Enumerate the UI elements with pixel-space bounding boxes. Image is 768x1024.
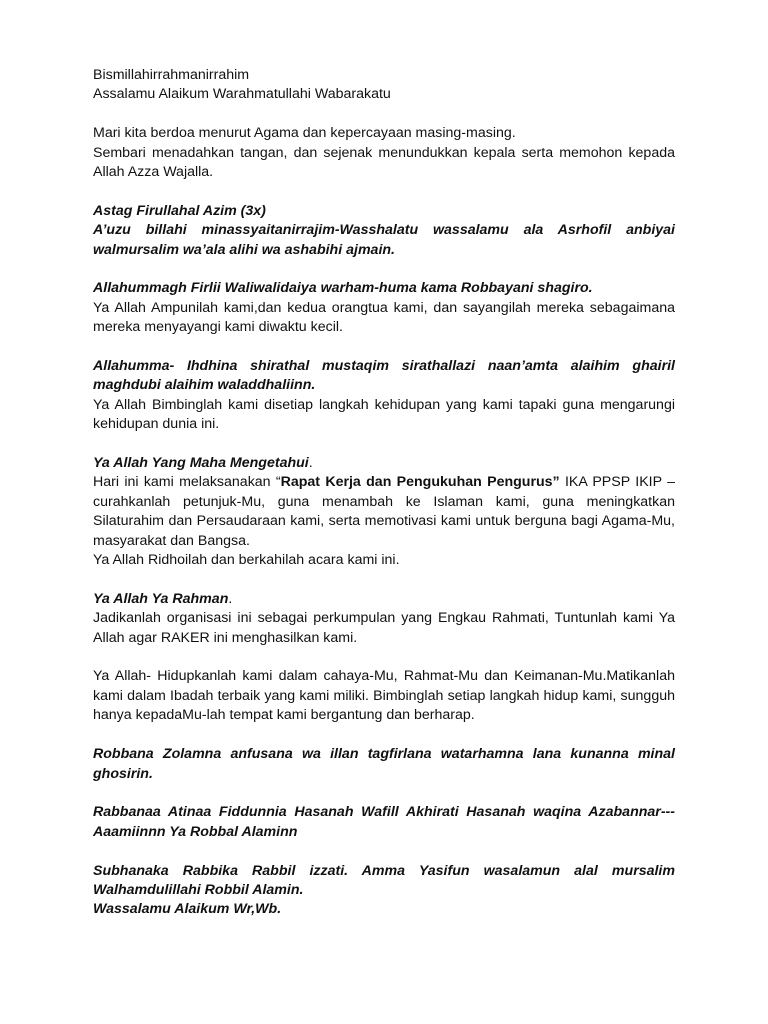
rahman-heading: Ya Allah Ya Rahman — [93, 590, 229, 607]
rahman-heading-line — [93, 590, 675, 609]
salam: Assalamu Alaikum Warahmatullahi Wabarakatu — [93, 86, 391, 103]
acara-text-suffix: IKA PPSP IKIP – curahkanlah petunjuk-Mu, guna menambah ke Islaman kami, guna meningkatkan Silaturahim dan Persaudaraan kami, serta memotivasi kami untuk berguna bagi Agama-Mu, masyarakat dan Bangsa. — [93, 474, 675, 549]
robbana-text: Robbana Zolamna anfusana wa illan tagfirlana watarhamna lana kunanna minal ghosirin. — [93, 746, 675, 782]
istighfar-heading: Astag Firullahal Azim (3x) — [93, 202, 266, 219]
rabbanaa-text: Rabbanaa Atinaa Fiddunnia Hasanah Wafill Akhirati Hasanah waqina Azabannar---Aaamiinnn Ya Robbal Alaminn — [93, 804, 675, 840]
intro-line-2: Sembari menadahkan tangan, dan sejenak menundukkan kepala serta memohon kepada Allah Azza Wajalla. — [93, 144, 675, 181]
penutup-line-2: Wassalamu Alaikum Wr,Wb. — [93, 901, 282, 918]
orangtua-heading: Allahummagh Firlii Waliwalidaiya warham-huma kama Robbayani shagiro. — [93, 280, 593, 297]
acara-heading: Ya Allah Yang Maha Mengetahui — [93, 455, 309, 472]
penutup-line-1: Subhanaka Rabbika Rabbil izzati. Amma Yasifun wasalamun alal mursalim Walhamdulillahi Robbil Alamin. — [93, 862, 675, 898]
acara-event-name: Rapat Kerja dan Pengukuhan Pengurus” — [280, 474, 560, 491]
acara-heading-line — [93, 454, 675, 473]
hidupkan-text: Ya Allah- Hidupkanlah kami dalam cahaya-Mu, Rahmat-Mu dan Keimanan-Mu.Matikanlah kami dalam Ibadah terbaik yang kami miliki. Bimbinglah setiap langkah hidup kami, sungguh hanya kepadaMu-lah tempat kami bergantung dan berharap. — [93, 668, 675, 724]
acara-heading-end: . — [308, 455, 313, 472]
intro-line-1: Mari kita berdoa menurut Agama dan kepercayaan masing-masing. — [93, 125, 516, 142]
istighfar-text: A’uzu billahi minassyaitanirrajim-Wasshalatu wassalamu ala Asrhofil anbiyai walmursalim wa’ala alihi wa ashabihi ajmain. — [93, 222, 675, 258]
prayer-text — [93, 66, 675, 920]
rahman-heading-end: . — [228, 590, 233, 607]
acara-text — [93, 473, 675, 551]
acara-closing: Ya Allah Ridhoilah dan berkahilah acara kami ini. — [93, 552, 400, 569]
bismillah: Bismillahirrahmanirrahim — [93, 67, 250, 83]
acara-text-prefix: Hari ini kami melaksanakan “ — [93, 474, 281, 491]
hidayah-heading: Allahumma- Ihdhina shirathal mustaqim sirathallazi naan’amta alaihim ghairil maghdubi alaihim waladdhaliinn. — [93, 358, 675, 394]
hidayah-text: Ya Allah Bimbinglah kami disetiap langkah kehidupan yang kami tapaki guna mengarungi kehidupan dunia ini. — [93, 396, 675, 433]
rahman-text: Jadikanlah organisasi ini sebagai perkumpulan yang Engkau Rahmati, Tuntunlah kami Ya Allah agar RAKER ini menghasilkan kami. — [93, 610, 675, 646]
orangtua-text: Ya Allah Ampunilah kami,dan kedua orangtua kami, dan sayangilah mereka sebagaimana mereka menyayangi kami diwaktu kecil. — [93, 299, 675, 336]
